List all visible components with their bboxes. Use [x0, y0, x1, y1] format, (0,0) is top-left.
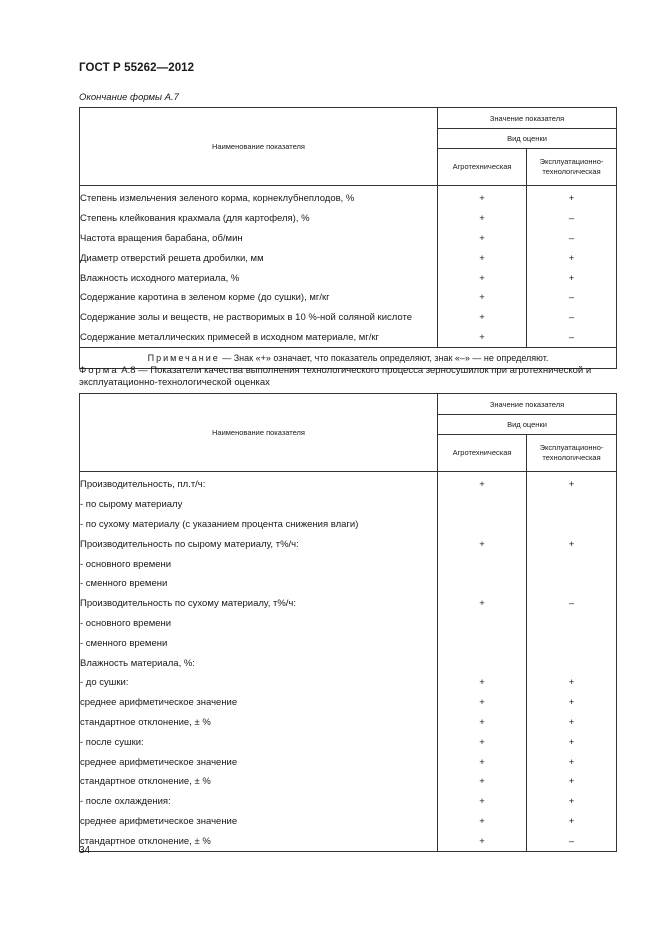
form-a8-title-prefix: Форма	[79, 365, 119, 376]
operational-value-cell: +	[527, 693, 617, 713]
indicator-name-cell: Степень клейкования крахмала (для картофеля), %	[80, 209, 438, 229]
agrotechnical-value-cell: +	[438, 475, 527, 495]
column-header-name: Наименование показателя	[80, 108, 438, 186]
indicator-name-cell: Производительность, пл.т/ч:	[80, 475, 438, 495]
form-a8-title	[79, 365, 619, 389]
table-row	[80, 772, 617, 792]
operational-value-cell	[527, 614, 617, 634]
indicator-name-cell: Содержание золы и веществ, не растворимых в 10 %-ной соляной кислоте	[80, 308, 438, 328]
agrotechnical-value-cell: +	[438, 328, 527, 348]
agrotechnical-value-cell: +	[438, 752, 527, 772]
indicator-name-cell: Степень измельчения зеленого корма, корнеклубнеплодов, %	[80, 189, 438, 209]
table-row	[80, 308, 617, 328]
table-row	[80, 752, 617, 772]
agrotechnical-value-cell: +	[438, 831, 527, 851]
operational-value-cell: +	[527, 475, 617, 495]
agrotechnical-value-cell	[438, 574, 527, 594]
operational-value-cell	[527, 574, 617, 594]
table-row	[80, 594, 617, 614]
form-a8-title-text: А.8 — Показатели качества выполнения технологического процесса зерносушилок при агротехнической и эксплуатационно-технологической оценках	[79, 365, 592, 388]
operational-value-cell: –	[527, 308, 617, 328]
indicator-name-cell: - основного времени	[80, 554, 438, 574]
table1-caption: Окончание формы А.7	[79, 92, 179, 103]
agrotechnical-value-cell	[438, 653, 527, 673]
indicator-name-cell: Влажность исходного материала, %	[80, 268, 438, 288]
table-row	[80, 633, 617, 653]
agrotechnical-value-cell: +	[438, 693, 527, 713]
operational-value-cell	[527, 653, 617, 673]
table-row	[80, 831, 617, 851]
table-row	[80, 248, 617, 268]
table-row	[80, 268, 617, 288]
agrotechnical-value-cell: +	[438, 288, 527, 308]
table-row	[80, 554, 617, 574]
operational-value-cell	[527, 495, 617, 515]
table-row	[80, 732, 617, 752]
operational-value-cell: –	[527, 229, 617, 249]
note-text: — Знак «+» означает, что показатель определяют, знак «–» — не определяют.	[219, 353, 549, 364]
table-row	[80, 653, 617, 673]
indicator-name-cell: стандартное отклонение, ± %	[80, 772, 438, 792]
column-header-agrotechnical: Агротехническая	[438, 435, 527, 472]
agrotechnical-value-cell	[438, 633, 527, 653]
agrotechnical-value-cell	[438, 515, 527, 535]
note-label: Примечание	[147, 353, 220, 364]
indicator-name-cell: - после сушки:	[80, 732, 438, 752]
agrotechnical-value-cell: +	[438, 248, 527, 268]
agrotechnical-value-cell: +	[438, 229, 527, 249]
indicator-name-cell: - основного времени	[80, 614, 438, 634]
indicator-name-cell: - после охлаждения:	[80, 792, 438, 812]
agrotechnical-value-cell: +	[438, 792, 527, 812]
agrotechnical-value-cell	[438, 554, 527, 574]
agrotechnical-value-cell: +	[438, 534, 527, 554]
page-number: 34	[79, 845, 91, 856]
indicator-name-cell: Содержание металлических примесей в исходном материале, мг/кг	[80, 328, 438, 348]
operational-value-cell: –	[527, 328, 617, 348]
table-row	[80, 812, 617, 832]
agrotechnical-value-cell: +	[438, 594, 527, 614]
column-header-agrotechnical: Агротехническая	[438, 149, 527, 186]
operational-value-cell	[527, 633, 617, 653]
operational-value-cell: +	[527, 713, 617, 733]
indicator-name-cell: - сменного времени	[80, 574, 438, 594]
table-row	[80, 614, 617, 634]
table-row	[80, 534, 617, 554]
agrotechnical-value-cell: +	[438, 308, 527, 328]
table-row	[80, 515, 617, 535]
indicator-name-cell: - по сухому материалу (с указанием процента снижения влаги)	[80, 515, 438, 535]
table-row	[80, 495, 617, 515]
indicators-table-a8	[79, 393, 617, 852]
column-header-value-group: Значение показателя	[438, 108, 617, 129]
table-row	[80, 693, 617, 713]
operational-value-cell: +	[527, 534, 617, 554]
indicator-name-cell: стандартное отклонение, ± %	[80, 713, 438, 733]
operational-value-cell: +	[527, 792, 617, 812]
table-row	[80, 792, 617, 812]
table-row	[80, 475, 617, 495]
agrotechnical-value-cell: +	[438, 732, 527, 752]
operational-value-cell: +	[527, 248, 617, 268]
table-row	[80, 328, 617, 348]
agrotechnical-value-cell: +	[438, 189, 527, 209]
indicator-name-cell: - по сырому материалу	[80, 495, 438, 515]
indicator-name-cell: Частота вращения барабана, об/мин	[80, 229, 438, 249]
operational-value-cell: +	[527, 673, 617, 693]
indicator-name-cell: стандартное отклонение, ± %	[80, 831, 438, 851]
indicator-name-cell: Влажность материала, %:	[80, 653, 438, 673]
operational-value-cell	[527, 554, 617, 574]
operational-value-cell: +	[527, 189, 617, 209]
table-row	[80, 713, 617, 733]
column-header-operational: Эксплуатационно-технологическая	[527, 149, 617, 186]
operational-value-cell: –	[527, 209, 617, 229]
indicator-name-cell: среднее арифметическое значение	[80, 812, 438, 832]
operational-value-cell: –	[527, 594, 617, 614]
indicator-name-cell: Диаметр отверстий решета дробилки, мм	[80, 248, 438, 268]
operational-value-cell: +	[527, 752, 617, 772]
document-header: ГОСТ Р 55262—2012	[79, 62, 195, 74]
agrotechnical-value-cell	[438, 614, 527, 634]
operational-value-cell: –	[527, 288, 617, 308]
indicator-name-cell: среднее арифметическое значение	[80, 693, 438, 713]
agrotechnical-value-cell: +	[438, 268, 527, 288]
operational-value-cell: +	[527, 732, 617, 752]
table-row	[80, 209, 617, 229]
table-row	[80, 673, 617, 693]
table-row	[80, 574, 617, 594]
agrotechnical-value-cell	[438, 495, 527, 515]
operational-value-cell	[527, 515, 617, 535]
column-header-assessment: Вид оценки	[438, 415, 617, 435]
indicators-table-a7	[79, 107, 617, 369]
indicator-name-cell: Содержание каротина в зеленом корме (до сушки), мг/кг	[80, 288, 438, 308]
column-header-value-group: Значение показателя	[438, 394, 617, 415]
operational-value-cell: –	[527, 831, 617, 851]
column-header-assessment: Вид оценки	[438, 129, 617, 149]
indicator-name-cell: среднее арифметическое значение	[80, 752, 438, 772]
agrotechnical-value-cell: +	[438, 673, 527, 693]
indicator-name-cell: Производительность по сырому материалу, т%/ч:	[80, 534, 438, 554]
agrotechnical-value-cell: +	[438, 812, 527, 832]
column-header-name: Наименование показателя	[80, 394, 438, 472]
table-row	[80, 288, 617, 308]
agrotechnical-value-cell: +	[438, 713, 527, 733]
indicator-name-cell: - до сушки:	[80, 673, 438, 693]
operational-value-cell: +	[527, 812, 617, 832]
operational-value-cell: +	[527, 772, 617, 792]
column-header-operational: Эксплуатационно-технологическая	[527, 435, 617, 472]
agrotechnical-value-cell: +	[438, 209, 527, 229]
operational-value-cell: +	[527, 268, 617, 288]
agrotechnical-value-cell: +	[438, 772, 527, 792]
indicator-name-cell: Производительность по сухому материалу, т%/ч:	[80, 594, 438, 614]
table-row	[80, 189, 617, 209]
indicator-name-cell: - сменного времени	[80, 633, 438, 653]
table-row	[80, 229, 617, 249]
